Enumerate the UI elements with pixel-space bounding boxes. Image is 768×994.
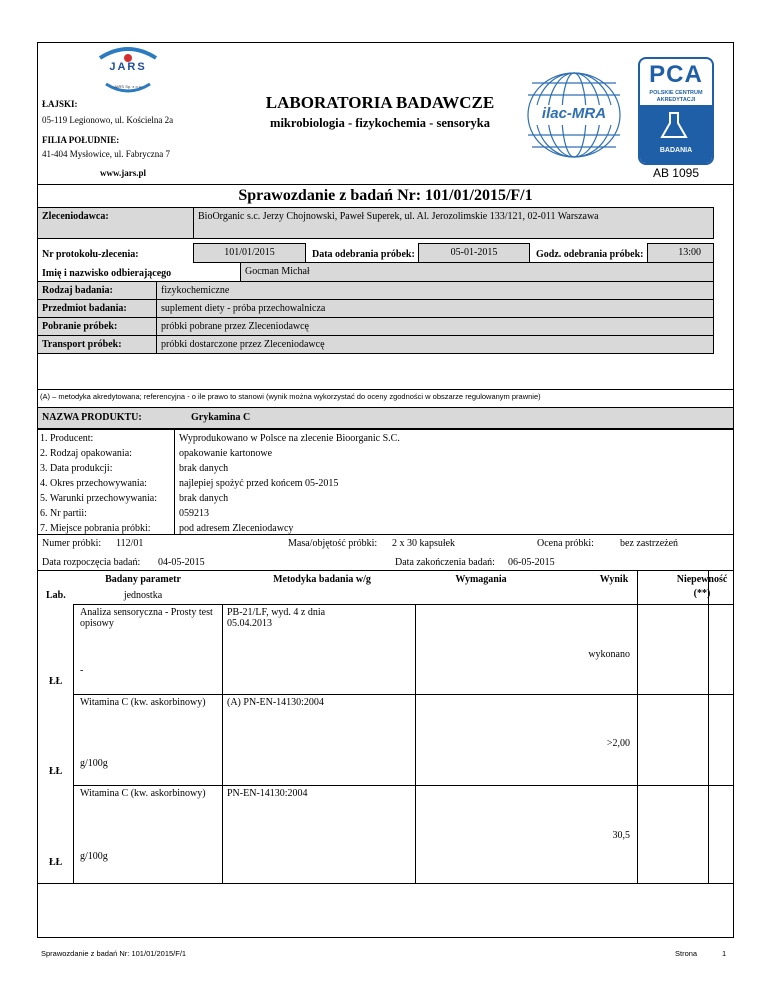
flask-icon	[640, 105, 712, 145]
legend-divider	[37, 389, 734, 390]
product-name-value: Grykamina C	[191, 412, 251, 423]
product-row-value: brak danych	[179, 493, 229, 504]
header-requirements: Wymagania	[455, 574, 507, 585]
col-divider-3	[415, 604, 416, 884]
ilac-mra-logo	[524, 65, 624, 165]
transport-value: próbki dostarczone przez Zleceniodawcę	[161, 339, 325, 350]
row2-result: >2,00	[606, 738, 630, 749]
row3-unit: g/100g	[80, 851, 108, 862]
row1-param: Analiza sensoryczna - Prosty test opisowy	[80, 607, 213, 629]
client-label-cell	[37, 207, 194, 239]
row2-lab: ŁŁ	[49, 766, 63, 777]
lab-subtitle: mikrobiologia - fizykochemia - sensoryka	[270, 116, 490, 130]
sampling-value-cell	[156, 317, 714, 336]
client-value-cell	[193, 207, 714, 239]
jars-logo-sub: JARS Sp. z o.o.	[113, 84, 143, 89]
header-uncertainty: Niepewność	[676, 574, 728, 585]
row2-param: Witamina C (kw. askorbinowy)	[80, 697, 206, 708]
protocol-value-cell	[193, 243, 306, 263]
product-row-label: 4. Okres przechowywania:	[40, 478, 147, 489]
sampling-value: próbki pobrane przez Zleceniodawcę	[161, 321, 309, 332]
legend-text: (A) – metodyka akredytowana; referencyjna - o ile prawo to stanowi (wynik można wykorzystać do oceny zgodności w obszarze regulowanym prawnie)	[40, 392, 541, 401]
product-name-label: NAZWA PRODUKTU:	[42, 412, 142, 423]
footer-page-number: 1	[722, 949, 727, 958]
client-value: BioOrganic s.c. Jerzy Chojnowski, Paweł Superek, ul. Al. Jerozolimskie 133/121, 02-011 Warszawa	[198, 211, 599, 222]
type-label: Rodzaj badania:	[42, 285, 113, 296]
received-value: 05-01-2015	[450, 247, 498, 258]
type-label-cell	[37, 281, 157, 300]
product-row-value: brak danych	[179, 463, 229, 474]
start-label: Data rozpoczęcia badań:	[42, 557, 141, 568]
product-name-bar	[37, 407, 734, 429]
receiver-value-cell	[240, 262, 714, 282]
lab-title: LABORATORIA BADAWCZE	[265, 93, 495, 112]
mass-value: 2 x 30 kapsułek	[392, 538, 456, 549]
rating-label: Ocena próbki:	[537, 538, 594, 549]
col-divider-4	[637, 570, 638, 884]
row3-method: PN-EN-14130:2004	[227, 788, 308, 799]
client-label: Zleceniodawca:	[42, 211, 109, 222]
branch2-name: FILIA POŁUDNIE:	[42, 135, 120, 145]
branch1-name: ŁAJSKI:	[42, 99, 78, 109]
end-label: Data zakończenia badań:	[395, 557, 495, 568]
col-divider-5	[708, 570, 709, 884]
product-row-label: 5. Warunki przechowywania:	[40, 493, 158, 504]
pca-subtitle-1: POLSKIE CENTRUM	[649, 90, 703, 96]
sample-number-label: Numer próbki:	[42, 538, 102, 549]
pca-badania: BADANIA	[659, 147, 693, 154]
product-row-value: opakowanie kartonowe	[179, 448, 273, 459]
row2-method: (A) PN-EN-14130:2004	[227, 697, 324, 708]
hour-value-cell	[647, 243, 714, 263]
pca-subtitle-2: AKREDYTACJI	[656, 97, 696, 103]
product-row-label: 6. Nr partii:	[40, 508, 87, 519]
ilac-mra-text: ilac-MRA	[541, 105, 607, 122]
row1-result: wykonano	[588, 649, 630, 660]
subject-label-cell	[37, 299, 157, 318]
branch2-address: 41-404 Mysłowice, ul. Fabryczna 7	[42, 149, 170, 159]
header-unit: jednostka	[123, 590, 163, 601]
row3-result: 30,5	[612, 830, 630, 841]
rating-value: bez zastrzeżeń	[620, 538, 679, 549]
pca-title: PCA	[649, 61, 703, 88]
received-value-cell	[418, 243, 530, 263]
protocol-label: Nr protokołu-zlecenia:	[42, 249, 139, 260]
product-row-value: Wyprodukowano w Polsce na zlecenie Bioorganic S.C.	[179, 433, 400, 444]
header-uncertainty-sub: (**)	[693, 588, 711, 599]
type-value: fizykochemiczne	[161, 285, 230, 296]
header-divider	[73, 604, 734, 605]
pca-logo	[638, 57, 714, 165]
row3-param: Witamina C (kw. askorbinowy)	[80, 788, 206, 799]
row-divider-2	[73, 785, 734, 786]
sample-number-value: 112/01	[116, 538, 144, 549]
row3-lab: ŁŁ	[49, 857, 63, 868]
sampling-label: Pobranie próbek:	[42, 321, 118, 332]
transport-label-cell	[37, 335, 157, 354]
row-divider-1	[73, 694, 734, 695]
protocol-value: 101/01/2015	[224, 247, 275, 258]
received-label: Data odebrania próbek:	[312, 249, 415, 260]
product-row-value: najlepiej spożyć przed końcem 05-2015	[179, 478, 339, 489]
product-row-label: 7. Miejsce pobrania próbki:	[40, 523, 151, 534]
product-row-value: pod adresem Zleceniodawcy	[179, 523, 294, 534]
report-title: Sprawozdanie z badań Nr: 101/01/2015/F/1	[238, 187, 533, 204]
product-row-label: 2. Rodzaj opakowania:	[40, 448, 132, 459]
jars-logo-text: JARS	[109, 61, 147, 73]
header-param: Badany parametr	[105, 574, 181, 585]
footer-report-ref: Sprawozdanie z badań Nr: 101/01/2015/F/1	[41, 949, 187, 958]
receiver-label: Imię i nazwisko odbierającego	[42, 268, 172, 279]
product-row-value: 059213	[179, 508, 209, 519]
header-result: Wynik	[599, 574, 629, 585]
accreditation-number: AB 1095	[652, 166, 700, 180]
type-value-cell	[156, 281, 714, 300]
pca-emblem	[640, 105, 712, 163]
mass-label: Masa/objętość próbki:	[288, 538, 378, 549]
row1-lab: ŁŁ	[49, 676, 63, 687]
subject-value-cell	[156, 299, 714, 318]
product-divider	[174, 429, 175, 535]
subject-value: suplement diety - próba przechowalnicza	[161, 303, 326, 314]
start-value: 04-05-2015	[158, 557, 205, 568]
hour-value: 13:00	[678, 247, 701, 258]
product-row-label: 3. Data produkcji:	[40, 463, 113, 474]
row1-method: PB-21/LF, wyd. 4 z dnia 05.04.2013	[227, 607, 326, 629]
row2-unit: g/100g	[80, 758, 108, 769]
sampling-label-cell	[37, 317, 157, 336]
footer-page-label: Strona	[675, 949, 698, 958]
hour-label: Godz. odebrania próbek:	[536, 249, 644, 260]
header-lab: Lab.	[46, 590, 66, 601]
jars-logo	[88, 44, 168, 96]
end-value: 06-05-2015	[508, 557, 555, 568]
col-divider-2	[222, 604, 223, 884]
receiver-value: Gocman Michał	[245, 266, 310, 277]
website[interactable]: www.jars.pl	[100, 168, 147, 178]
branch1-address: 05-119 Legionowo, ul. Kościelna 2a	[42, 115, 174, 125]
header-method: Metodyka badania w/g	[273, 574, 371, 585]
subject-label: Przedmiot badania:	[42, 303, 127, 314]
transport-label: Transport próbek:	[42, 339, 122, 350]
product-row-label: 1. Producent:	[40, 433, 94, 444]
transport-value-cell	[156, 335, 714, 354]
divider	[37, 184, 734, 185]
row1-unit: -	[80, 665, 84, 676]
col-divider-1	[73, 604, 74, 884]
